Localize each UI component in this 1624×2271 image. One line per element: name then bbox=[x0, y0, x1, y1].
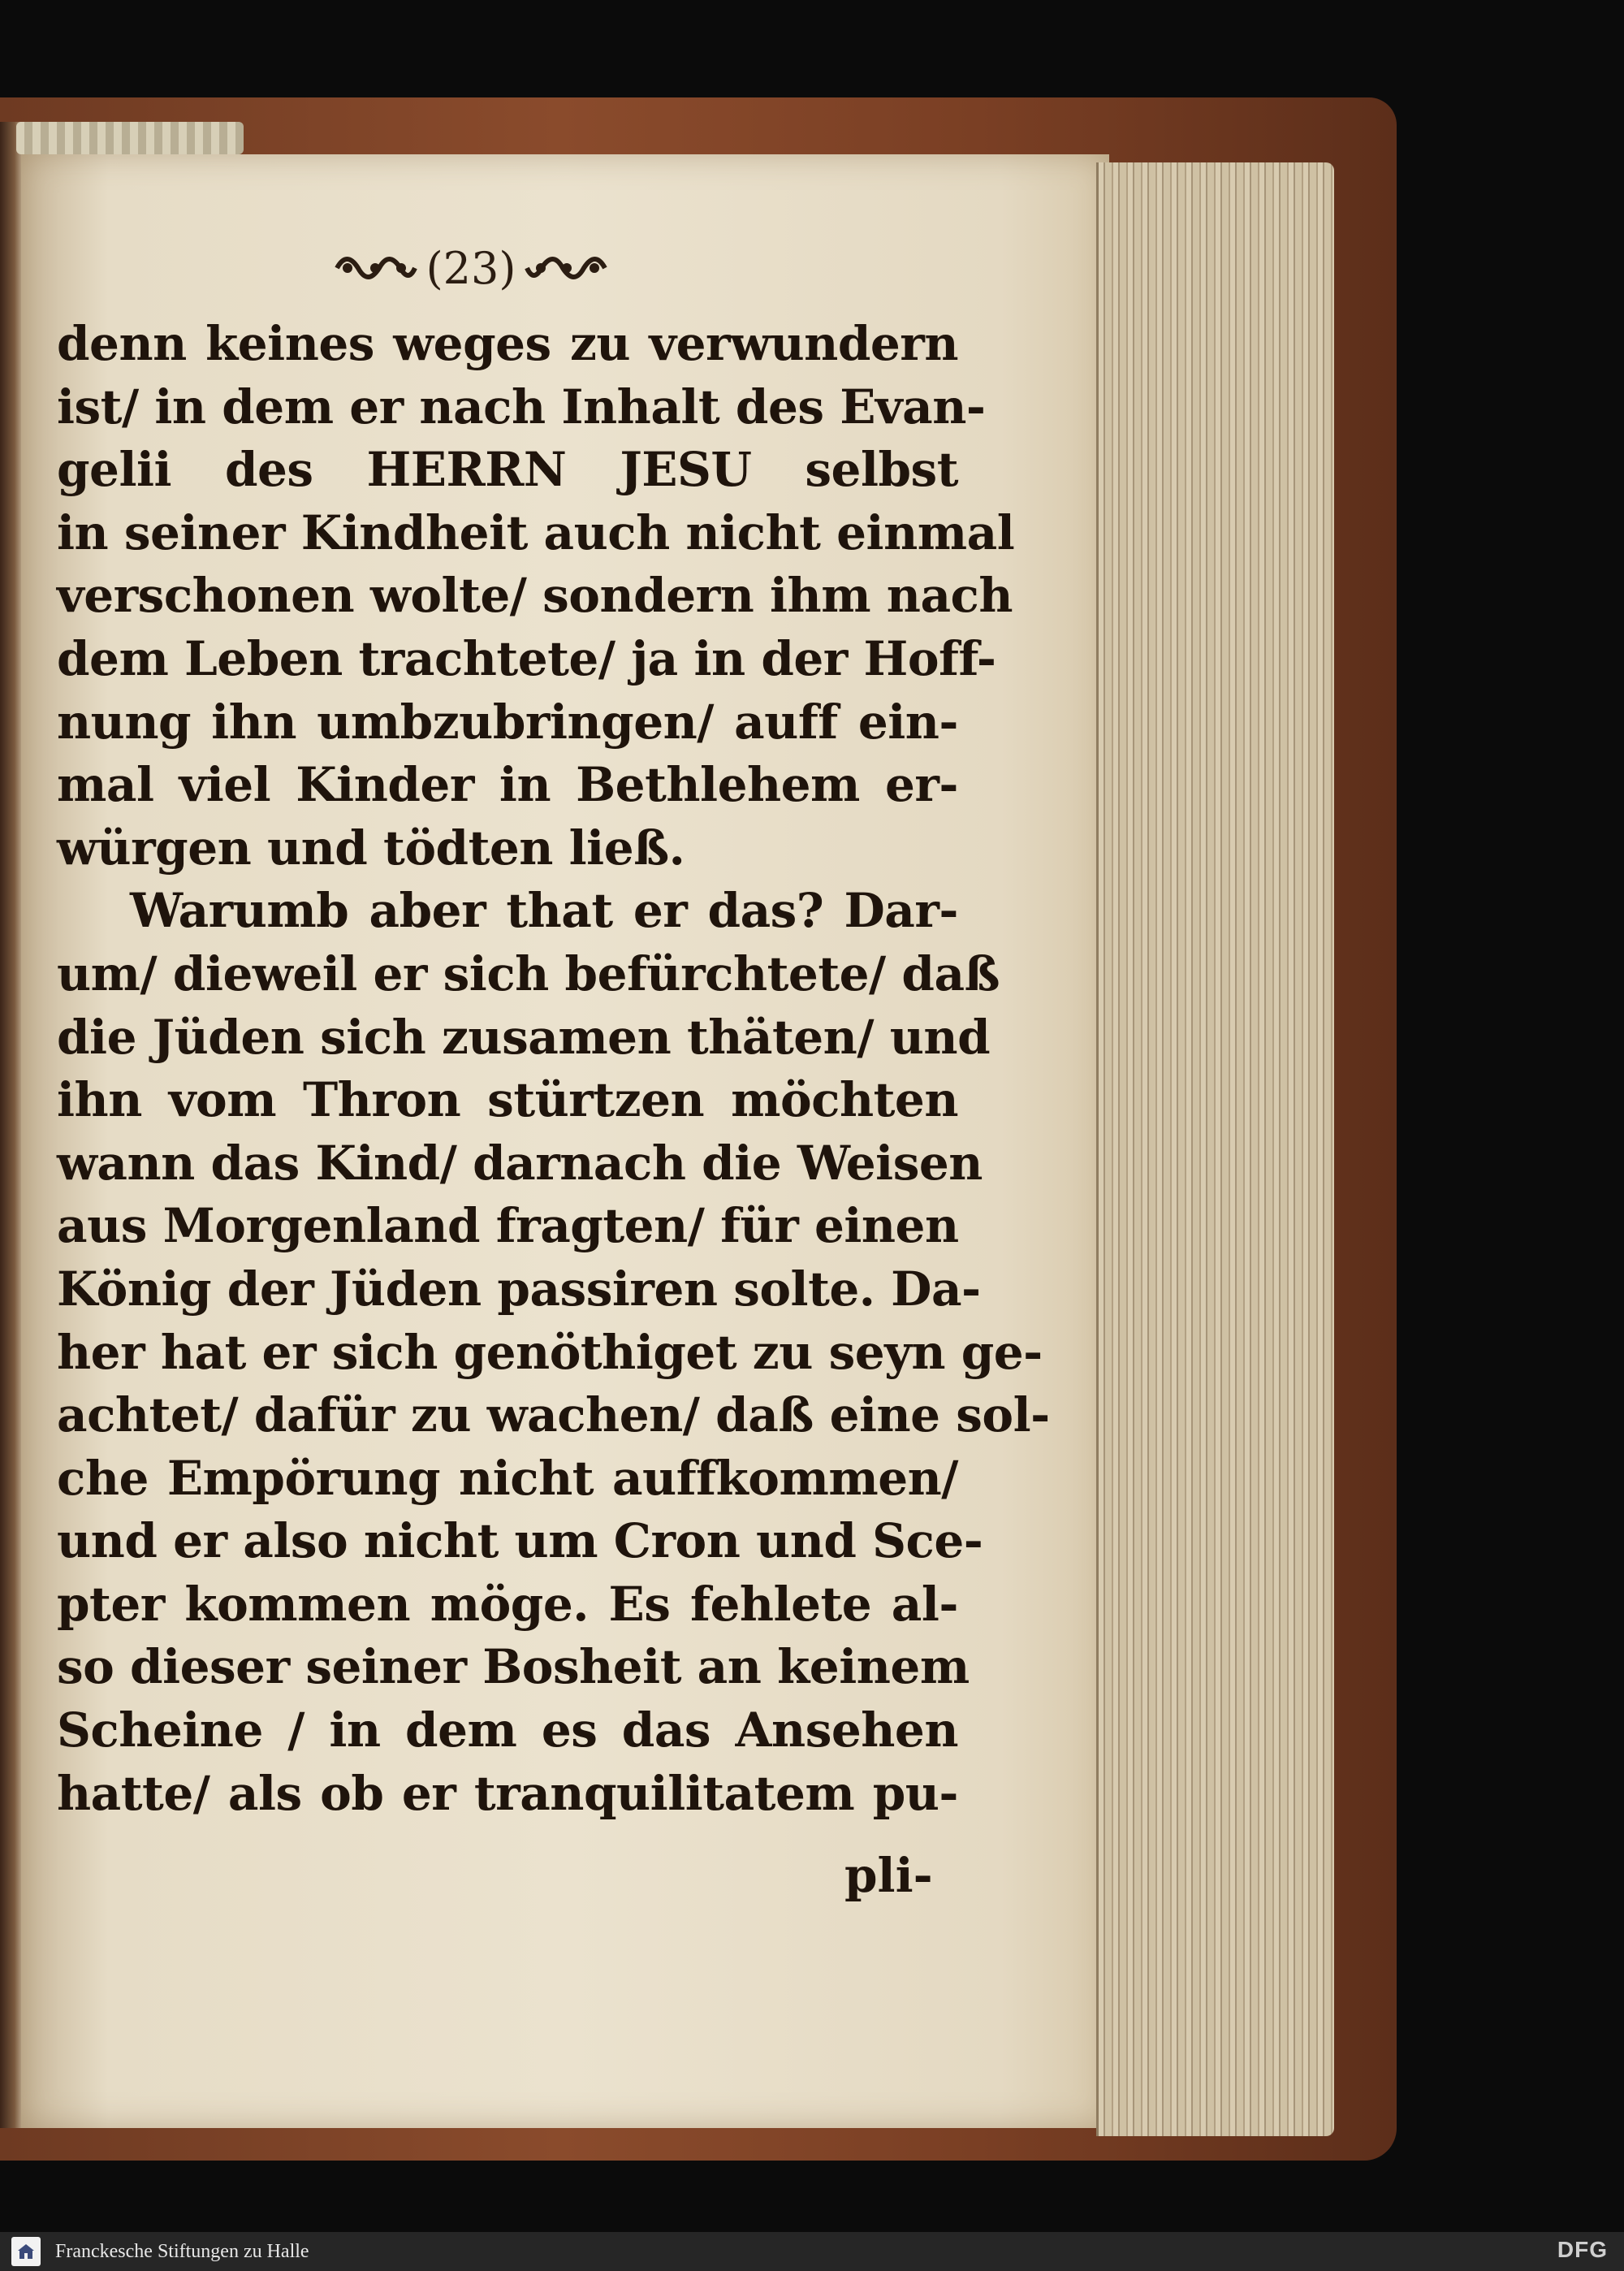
text-line: Scheine / in dem es das Ansehen bbox=[57, 1702, 958, 1758]
body-text bbox=[57, 313, 1050, 1825]
headband bbox=[16, 122, 244, 154]
text-line: hatte/ als ob er tranquilitatem pu- bbox=[57, 1765, 958, 1821]
text-line: um/ dieweil er sich befürchtete/ daß bbox=[57, 945, 1000, 1001]
page-number: (23) bbox=[425, 242, 516, 294]
text-line: so dieser seiner Bosheit an keinem bbox=[57, 1639, 970, 1695]
text-line: wann das Kind/ darnach die Weisen bbox=[57, 1135, 983, 1191]
text-line: die Jüden sich zusamen thäten/ und bbox=[57, 1009, 991, 1065]
text-line: dem Leben trachtete/ ja in der Hoff- bbox=[57, 630, 996, 686]
text-line: che Empörung nicht auffkommen/ bbox=[57, 1450, 958, 1506]
right-ornament-icon bbox=[524, 244, 609, 292]
text-line: in seiner Kindheit auch nicht einmal bbox=[57, 504, 1015, 560]
text-line: achtet/ dafür zu wachen/ daß eine sol- bbox=[57, 1387, 1050, 1443]
institution-logo-icon bbox=[11, 2237, 41, 2266]
page-fore-edge bbox=[1096, 162, 1334, 2136]
text-line: verschonen wolte/ sondern ihm nach bbox=[57, 568, 1013, 624]
text-line: würgen und tödten ließ. bbox=[57, 820, 685, 876]
text-line: mal viel Kinder in Bethlehem er- bbox=[57, 757, 958, 813]
institution-name: Franckesche Stiftungen zu Halle bbox=[55, 2240, 309, 2262]
left-ornament-icon bbox=[333, 244, 418, 292]
page-header bbox=[309, 236, 633, 301]
text-line: nung ihn umbzubringen/ auff ein- bbox=[57, 694, 958, 750]
text-line: pter kommen möge. Es fehlete al- bbox=[57, 1576, 958, 1632]
dfg-logo: DFG bbox=[1557, 2237, 1608, 2262]
catchword: pli- bbox=[844, 1848, 933, 1903]
text-line: gelii des HERRN JESU selbst bbox=[57, 442, 958, 498]
text-line: her hat er sich genöthiget zu seyn ge- bbox=[57, 1324, 1043, 1380]
text-line: denn keines weges zu verwundern bbox=[57, 316, 958, 371]
text-line: und er also nicht um Cron und Sce- bbox=[57, 1513, 983, 1569]
text-line: Warumb aber that er das? Dar- bbox=[130, 883, 958, 939]
text-line: ist/ in dem er nach Inhalt des Evan- bbox=[57, 378, 986, 435]
text-line: König der Jüden passiren solte. Da- bbox=[57, 1261, 981, 1317]
text-line: ihn vom Thron stürtzen möchten bbox=[57, 1072, 958, 1128]
footer-bar bbox=[0, 2232, 1624, 2271]
text-line: aus Morgenland fragten/ für einen bbox=[57, 1198, 959, 1254]
